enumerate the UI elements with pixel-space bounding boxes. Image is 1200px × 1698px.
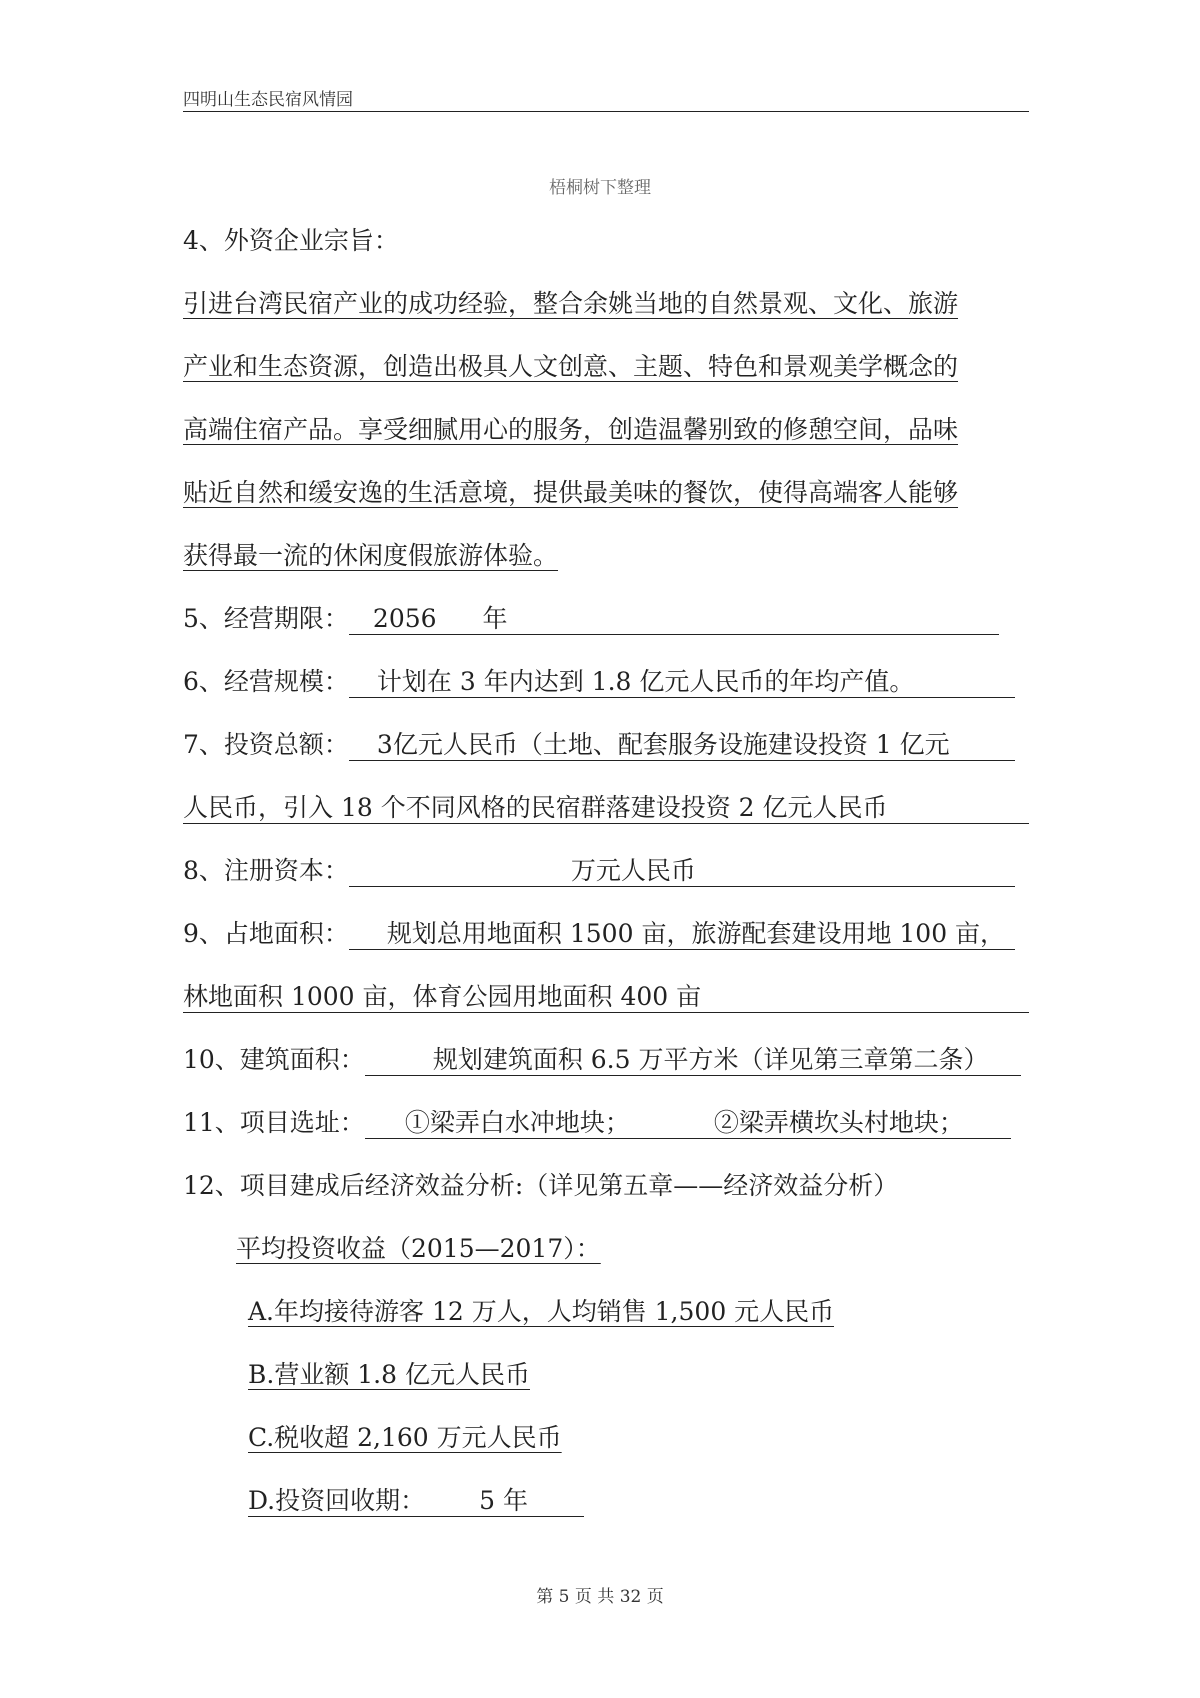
item-11-site-2: ②梁弄横坎头村地块；	[713, 1108, 964, 1137]
item-5-fill-line	[349, 604, 999, 635]
item-4-paragraph-line: 引进台湾民宿产业的成功经验，整合余姚当地的自然景观、文化、旅游	[183, 289, 959, 318]
item-9-continuation	[183, 982, 1029, 1013]
item-6-row	[183, 667, 1015, 698]
item-12-a	[248, 1297, 834, 1327]
item-7-row	[183, 730, 1015, 761]
item-10-value: 规划建筑面积 6.5 万平方米（详见第三章第二条）	[432, 1045, 989, 1074]
item-4-paragraph-line: 产业和生态资源，创造出极具人文创意、主题、特色和景观美学概念的	[183, 352, 959, 381]
document-subtitle: 梧桐树下整理	[549, 178, 651, 198]
item-11-site-1: ①梁弄白水冲地块；	[404, 1108, 630, 1137]
item-11-label: 11、项目选址：	[183, 1108, 365, 1137]
item-4-label: 4、外资企业宗旨：	[183, 226, 399, 255]
item-5-row	[183, 604, 999, 635]
page-number: 第 5 页 共 32 页	[536, 1587, 664, 1607]
item-8-label: 8、注册资本：	[183, 856, 349, 885]
item-9-fill-line	[349, 919, 1015, 950]
item-12-subheading: 平均投资收益（2015—2017）：	[236, 1234, 601, 1263]
item-12-d-label: D.投资回收期：	[248, 1486, 426, 1515]
item-7-value-line2: 人民币，引入 18 个不同风格的民宿群落建设投资 2 亿元人民币	[183, 793, 888, 822]
item-9-value-line1: 规划总用地面积 1500 亩，旅游配套建设用地 100 亩，	[386, 919, 1006, 948]
header-divider	[183, 111, 1029, 112]
item-12-a-text: A.年均接待游客 12 万人，人均销售 1,500 元人民币	[248, 1297, 835, 1326]
document-header-title: 四明山生态民宿风情园	[183, 90, 353, 110]
item-10-fill-line	[365, 1045, 1021, 1076]
item-12-c: C.税收超 2,160 万元人民币	[248, 1423, 562, 1452]
item-4-paragraph-line: 获得最一流的休闲度假旅游体验。	[183, 541, 559, 570]
item-9-value-line2: 林地面积 1000 亩，体育公园用地面积 400 亩	[183, 982, 702, 1011]
item-8-row	[183, 856, 1015, 887]
item-11-fill-line	[365, 1108, 1011, 1139]
item-12-d	[248, 1486, 584, 1517]
item-8-fill-line	[349, 856, 1015, 887]
item-11-row	[183, 1108, 1011, 1139]
item-10-row	[183, 1045, 1021, 1076]
item-4-paragraph-line: 贴近自然和缓安逸的生活意境，提供最美味的餐饮，使得高端客人能够	[183, 478, 959, 507]
item-5-unit: 年	[482, 604, 508, 633]
item-9-fill-line-2	[183, 982, 1029, 1013]
item-7-fill-line-2	[183, 793, 1029, 824]
item-7-continuation	[183, 793, 1029, 824]
item-4-paragraph-line: 高端住宿产品。享受细腻用心的服务，创造温馨别致的修憩空间，品味	[183, 415, 959, 444]
item-7-fill-line	[349, 730, 1015, 761]
item-6-label: 6、经营规模：	[183, 667, 349, 696]
item-12-d-value: 5 年	[479, 1486, 528, 1515]
item-12-d-fill-line	[248, 1486, 584, 1517]
item-6-fill-line	[349, 667, 1015, 698]
item-10-label: 10、建筑面积：	[183, 1045, 365, 1074]
item-9-label: 9、占地面积：	[183, 919, 349, 948]
item-9-row	[183, 919, 1015, 950]
item-5-label: 5、经营期限：	[183, 604, 349, 633]
item-12-label: 12、项目建成后经济效益分析:（详见第五章——经济效益分析）	[183, 1171, 899, 1200]
item-6-value: 计划在 3 年内达到 1.8 亿元人民币的年均产值。	[376, 667, 915, 696]
item-8-value: 万元人民币	[570, 856, 696, 885]
item-7-label: 7、投资总额：	[183, 730, 349, 759]
item-7-value-line1: 3亿元人民币（土地、配套服务设施建设投资 1 亿元	[376, 730, 950, 759]
item-5-value: 2056	[372, 604, 437, 633]
item-12-b: B.营业额 1.8 亿元人民币	[248, 1360, 530, 1389]
